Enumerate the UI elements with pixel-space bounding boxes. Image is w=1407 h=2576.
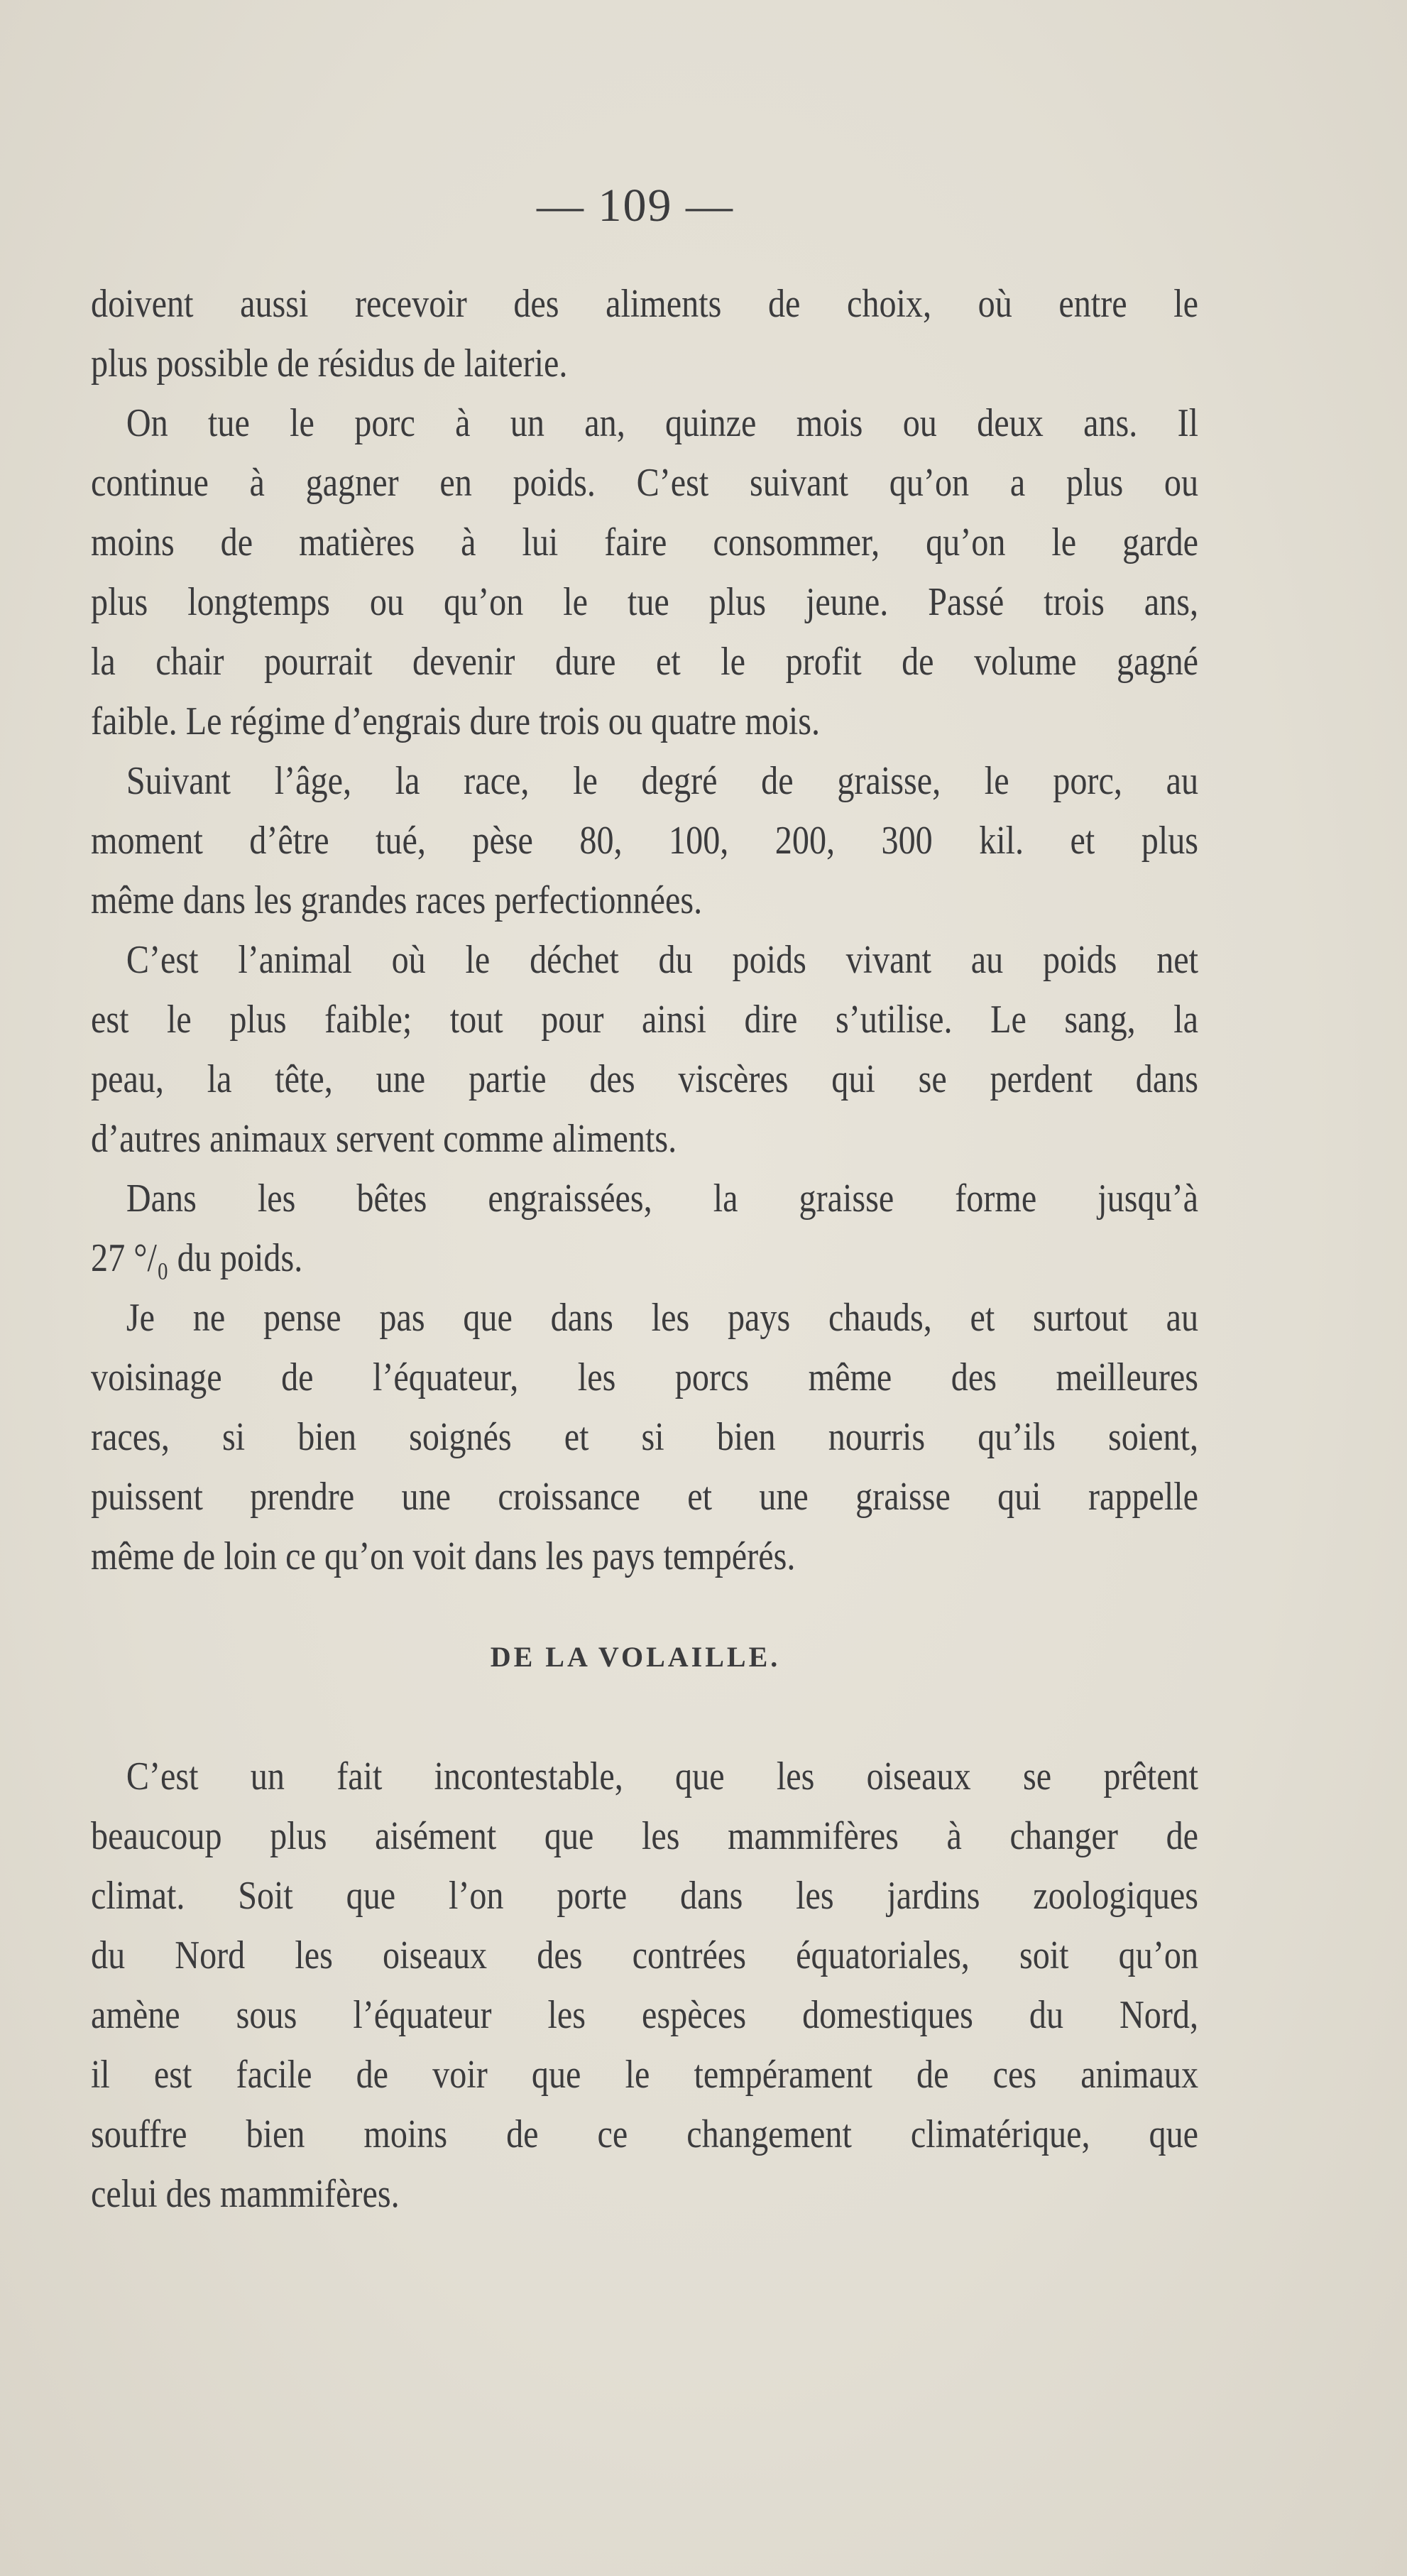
text-line: beaucoup plus aisément que les mammifères à changer de (91, 1814, 1199, 1858)
text-line: On tue le porc à un an, quinze mois ou deux ans. Il (126, 401, 1199, 445)
text-line: même de loin ce qu’on voit dans les pays tempérés. (91, 1534, 796, 1578)
section-heading: DE LA VOLAILLE. (490, 1641, 781, 1673)
text-line: même dans les grandes races perfectionnées. (91, 878, 703, 922)
text-line: plus possible de résidus de laiterie. (91, 342, 568, 386)
text-line: voisinage de l’équateur, les porcs même des meilleures (91, 1355, 1199, 1399)
text-line: celui des mammifères. (91, 2172, 400, 2216)
text-line: est le plus faible; tout pour ainsi dire s’utilise. Le sang, la (91, 998, 1199, 1042)
text-line: moment d’être tué, pèse 80, 100, 200, 300 kil. et plus (91, 819, 1199, 863)
text-line: puissent prendre une croissance et une graisse qui rappelle (91, 1475, 1199, 1519)
text-line: faible. Le régime d’engrais dure trois ou quatre mois. (91, 699, 821, 743)
text-line: peau, la tête, une partie des viscères qui se perdent dans (91, 1057, 1199, 1101)
page-number: — 109 — (537, 180, 734, 231)
text-line: climat. Soit que l’on porte dans les jardins zoologiques (91, 1874, 1199, 1918)
text-line: doivent aussi recevoir des aliments de choix, où entre le (91, 282, 1199, 326)
text-line: amène sous l’équateur les espèces domestiques du Nord, (91, 1993, 1199, 2037)
text-block-top (91, 274, 1198, 1586)
text-line: du Nord les oiseaux des contrées équatoriales, soit qu’on (91, 1933, 1199, 1977)
text-line: il est facile de voir que le tempérament de ces animaux (91, 2053, 1199, 2097)
text-line: C’est l’animal où le déchet du poids vivant au poids net (126, 938, 1199, 982)
text-line: Suivant l’âge, la race, le degré de graisse, le porc, au (126, 759, 1199, 803)
text-line: plus longtemps ou qu’on le tue plus jeune. Passé trois ans, (91, 580, 1199, 624)
text-line: souffre bien moins de ce changement climatérique, que (91, 2112, 1199, 2156)
text-line: Dans les bêtes engraissées, la graisse forme jusqu’à (126, 1177, 1199, 1221)
text-line: 27 °/₀ du poids. (91, 1236, 303, 1280)
text-line: continue à gagner en poids. C’est suivant qu’on a plus ou (91, 461, 1199, 505)
text-line: C’est un fait incontestable, que les oiseaux se prêtent (126, 1754, 1199, 1799)
text-block-bottom (91, 1747, 1198, 2224)
text-line: d’autres animaux servent comme aliments. (91, 1117, 677, 1161)
text-line: moins de matières à lui faire consommer, qu’on le garde (91, 520, 1199, 564)
text-line: la chair pourrait devenir dure et le profit de volume gagné (91, 640, 1199, 684)
text-line: races, si bien soignés et si bien nourris qu’ils soient, (91, 1415, 1199, 1459)
text-line: Je ne pense pas que dans les pays chauds, et surtout au (126, 1296, 1199, 1340)
